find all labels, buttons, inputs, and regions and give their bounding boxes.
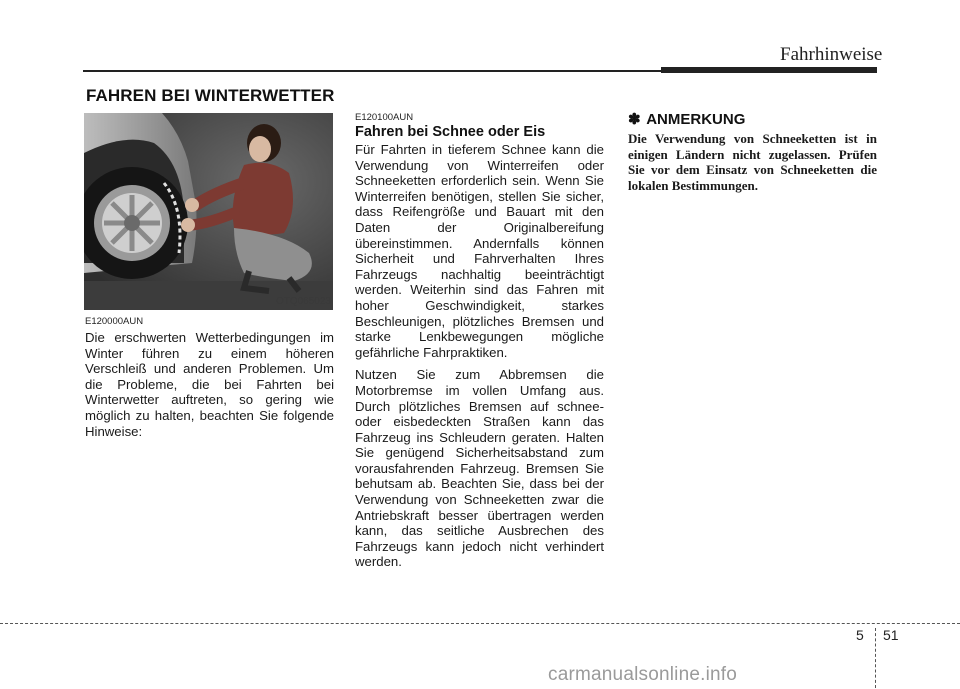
- footer-rule: [0, 623, 960, 624]
- snow-ice-text: [355, 142, 604, 577]
- page-number: 51: [883, 627, 899, 643]
- figure-code: OTQ065023: [275, 296, 331, 307]
- intro-text: [85, 330, 334, 446]
- note-text: Die Verwendung von Schneeketten ist in einigen Ländern nicht zugelassen. Prüfen Sie vor dem Einsatz von Schneeketten die lokalen Bestimmungen.: [628, 131, 877, 193]
- footer-divider: [875, 628, 876, 688]
- header-rule-accent: [661, 67, 877, 73]
- note-mark-icon: ✽: [628, 111, 641, 128]
- paragraph: Für Fahrten in tieferem Schnee kann die Verwendung von Winterreifen oder Schneeketten erforderlich sein. Wenn Sie Winterreifen benötigen, stellen Sie sicher, dass Reifengröße und Bauart mit den Daten der Originalbereifung übereinstimmen. Andernfalls können Sicherheit und Fahrverhalten Ihres Fahrzeugs nachhaltig beeinträchtigt werden. Weiterhin sind das Fahren mit hoher Geschwindigkeit, starkes Beschleunigen, plötzliches Bremsen und starke Lenkbewegungen mögliche gefährliche Fahrpraktiken.: [355, 142, 604, 360]
- header-rule: [83, 70, 661, 72]
- watermark: carmanualsonline.info: [548, 664, 738, 685]
- snow-chain-illustration: [84, 113, 333, 310]
- page-heading: FAHREN BEI WINTERWETTER: [86, 86, 335, 105]
- chapter-number: 5: [856, 627, 864, 643]
- paragraph: Die erschwerten Wetterbedingungen im Winter führen zu einem höheren Verschleiß und anderen Problemen. Um die Probleme, die bei Fahrten bei Winterwetter auftreten, so gering wie möglich zu halten, beachten Sie folgende Hinweise:: [85, 330, 334, 439]
- note-heading: [628, 110, 745, 128]
- subsection-heading: Fahren bei Schnee oder Eis: [355, 124, 546, 140]
- note-title: ANMERKUNG: [646, 111, 746, 128]
- section-code: E120100AUN: [355, 112, 414, 123]
- paragraph: Nutzen Sie zum Abbremsen die Motorbremse im vollen Umfang aus. Durch plötzliches Bremsen auf schnee- oder eisbedeckten Straßen kann das Fahrzeug ins Schleudern geraten. Halten Sie genügend Sicherheitsabstand zum vorausfahrenden Fahrzeug. Bremsen Sie behutsam ab. Beachten Sie, dass bei der Verwendung von Schneeketten zwar die Antriebskraft besser übertragen werden kann, das seitliche Ausbrechen des Fahrzeugs kann jedoch nicht verhindert werden.: [355, 367, 604, 570]
- section-code: E120000AUN: [85, 316, 144, 327]
- section-title: Fahrhinweise: [780, 44, 883, 65]
